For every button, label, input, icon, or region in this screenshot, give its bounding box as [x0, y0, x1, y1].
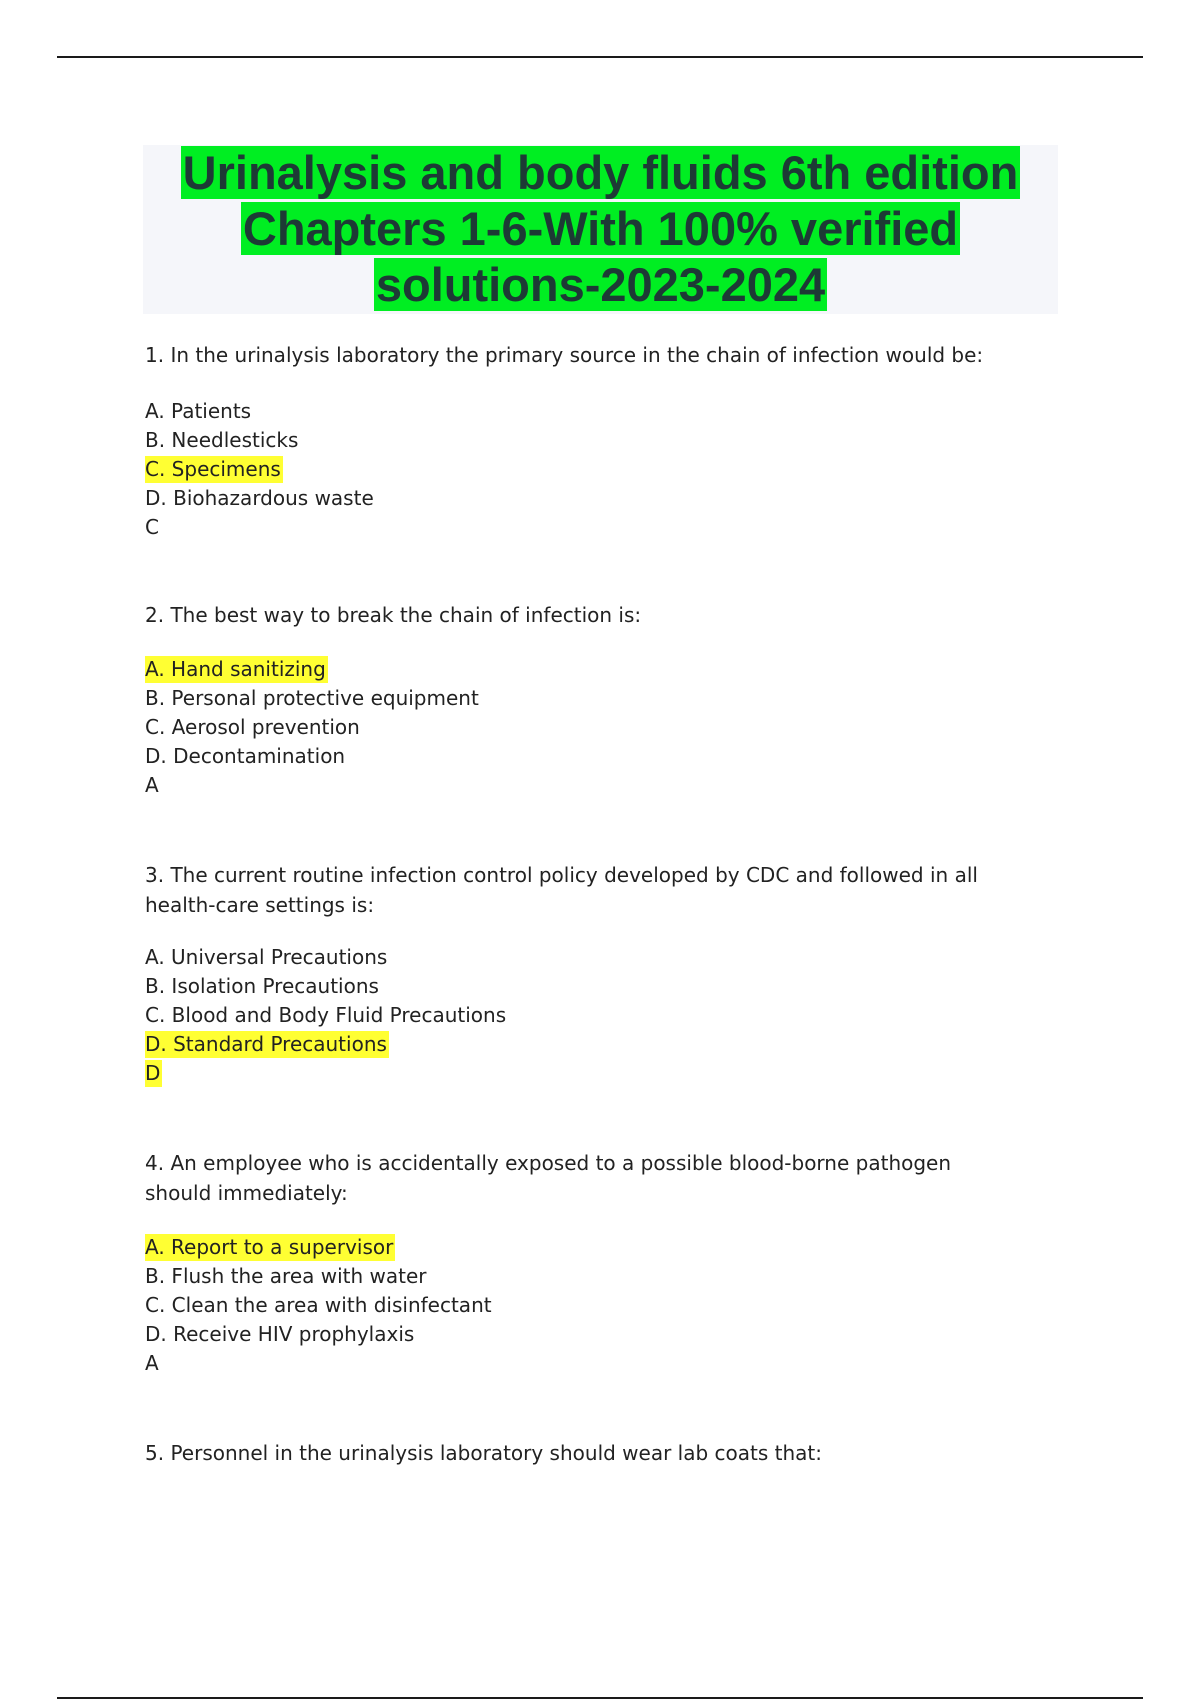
title-heading	[143, 145, 1058, 313]
question-stem: 1. In the urinalysis laboratory the primary source in the chain of infection would be:	[145, 343, 984, 367]
option-a: A. Patients	[145, 399, 252, 423]
option-c: C. Blood and Body Fluid Precautions	[145, 1003, 507, 1027]
question-4	[145, 1148, 1045, 1377]
question-list	[145, 340, 1045, 1495]
option-list	[145, 397, 1045, 513]
highlighted-answer: A. Hand sanitizing	[145, 657, 326, 681]
option-d	[145, 1030, 1045, 1059]
question-1	[145, 340, 1045, 541]
question-5	[145, 1438, 1045, 1468]
top-rule	[57, 56, 1143, 58]
option-b: B. Flush the area with water	[145, 1264, 427, 1288]
option-d: D. Receive HIV prophylaxis	[145, 1322, 415, 1346]
option-c: C. Aerosol prevention	[145, 715, 360, 739]
title-line-1: Urinalysis and body fluids 6th edition	[182, 146, 1019, 199]
bottom-rule	[57, 1697, 1143, 1699]
question-stem: 5. Personnel in the urinalysis laboratory should wear lab coats that:	[145, 1441, 823, 1465]
option-b: B. Isolation Precautions	[145, 974, 379, 998]
question-stem	[145, 860, 1045, 920]
highlighted-answer: A. Report to a supervisor	[145, 1235, 394, 1259]
question-stem	[145, 1148, 1045, 1208]
question-stem: 2. The best way to break the chain of infection is:	[145, 603, 642, 627]
answer-key: A	[145, 1351, 159, 1375]
question-3	[145, 860, 1045, 1087]
highlighted-answer: D. Standard Precautions	[145, 1032, 387, 1056]
question-stem-text: 3. The current routine infection control policy developed by CDC and followed in all health-care settings is:	[145, 863, 978, 917]
option-b: B. Personal protective equipment	[145, 686, 479, 710]
highlighted-answer-key: D	[145, 1061, 161, 1085]
option-list	[145, 655, 1045, 771]
option-c: C. Clean the area with disinfectant	[145, 1293, 492, 1317]
title-line-2: Chapters 1-6-With 100% verified	[242, 202, 959, 255]
option-list	[145, 1233, 1045, 1349]
option-list	[145, 943, 1045, 1059]
option-d: D. Decontamination	[145, 744, 346, 768]
option-a	[145, 655, 1045, 684]
answer-key: C	[145, 515, 159, 539]
question-stem-text: 4. An employee who is accidentally exposed to a possible blood-borne pathogen should immediately:	[145, 1151, 952, 1205]
question-2	[145, 600, 1045, 799]
option-c	[145, 455, 1045, 484]
option-d: D. Biohazardous waste	[145, 486, 374, 510]
option-b: B. Needlesticks	[145, 428, 299, 452]
answer-key: A	[145, 773, 159, 797]
option-a: A. Universal Precautions	[145, 945, 388, 969]
document-title	[143, 145, 1058, 314]
option-a	[145, 1233, 1045, 1262]
title-line-3: solutions-2023-2024	[375, 258, 826, 311]
highlighted-answer: C. Specimens	[145, 457, 281, 481]
answer-key	[145, 1059, 1045, 1087]
